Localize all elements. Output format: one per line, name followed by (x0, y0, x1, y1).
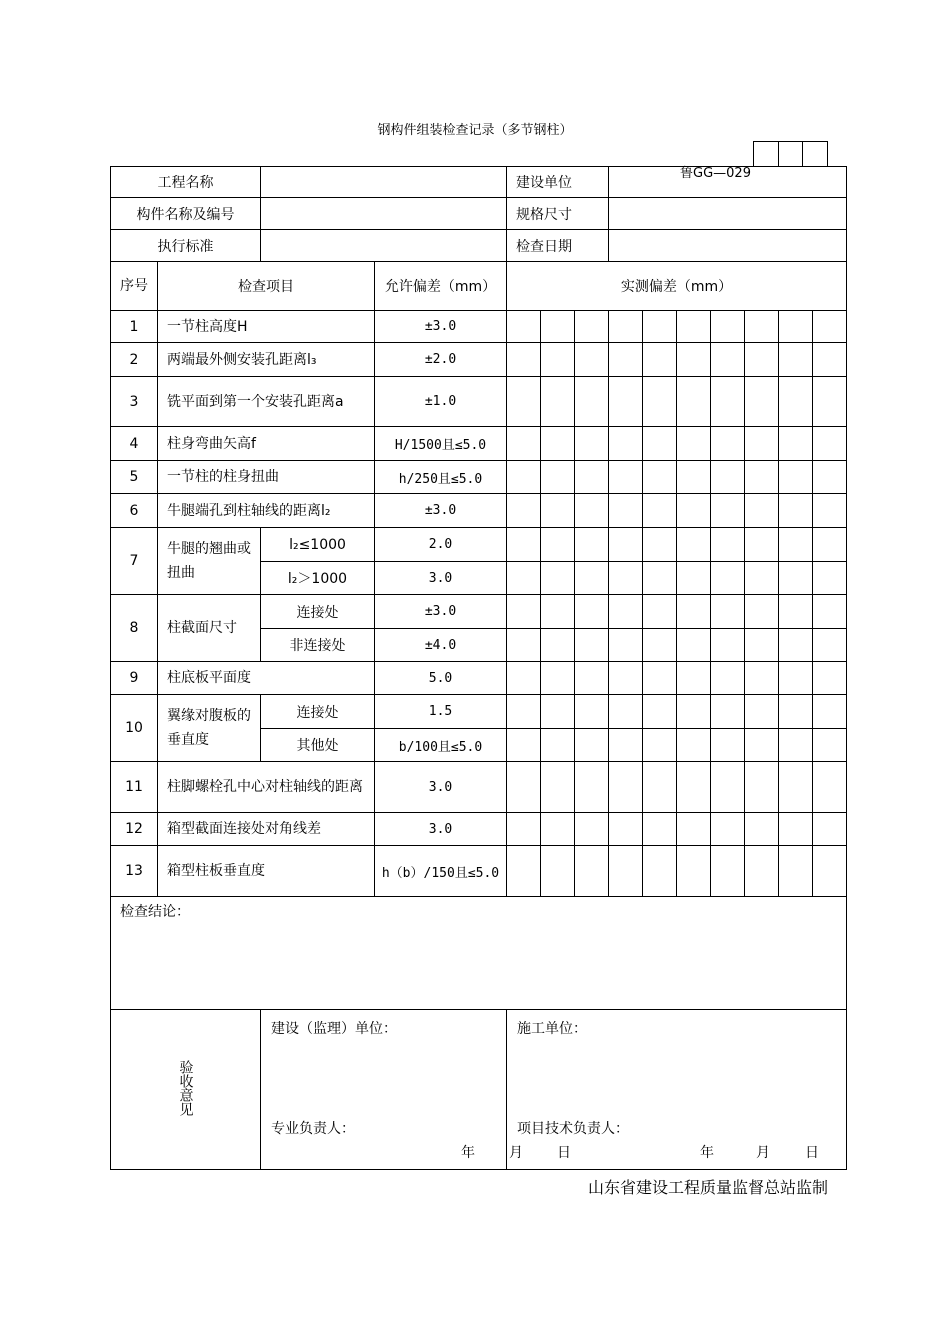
row-item: 一节柱高度H (158, 311, 375, 343)
measured-cell[interactable] (609, 377, 643, 427)
measured-cell[interactable] (609, 311, 643, 343)
measured-cell[interactable] (575, 695, 609, 729)
measured-cell[interactable] (643, 595, 677, 629)
measured-cell[interactable] (677, 311, 711, 343)
measured-cell[interactable] (609, 461, 643, 494)
acceptance-label-cell (111, 1010, 261, 1170)
supervision-unit-label: 建设（监理）单位： (271, 1021, 397, 1037)
measured-cell[interactable] (609, 562, 643, 595)
conclusion-label: 检查结论： (120, 904, 190, 920)
row-tolerance: ±3.0 (375, 494, 507, 528)
measured-cell[interactable] (813, 762, 847, 813)
measured-cell[interactable] (745, 595, 779, 629)
measured-cell[interactable] (575, 662, 609, 695)
row-number: 2 (111, 343, 158, 377)
row-tolerance: 2.0 (375, 528, 507, 562)
measured-cell[interactable] (779, 629, 813, 662)
measured-cell[interactable] (745, 311, 779, 343)
measured-cell[interactable] (609, 729, 643, 762)
measured-cell[interactable] (575, 343, 609, 377)
standard-field[interactable] (261, 230, 507, 262)
measured-cell[interactable] (609, 813, 643, 846)
measured-cell[interactable] (813, 494, 847, 528)
measured-cell[interactable] (677, 427, 711, 461)
measured-cell[interactable] (745, 494, 779, 528)
col-header-tolerance: 允许偏差（mm） (375, 262, 507, 311)
measured-cell[interactable] (541, 311, 575, 343)
conclusion-area[interactable] (111, 897, 847, 1010)
measured-cell[interactable] (507, 494, 541, 528)
project-name-label: 工程名称 (111, 167, 261, 198)
col-header-item: 检查项目 (158, 262, 375, 311)
measured-cell[interactable] (507, 695, 541, 729)
row-number: 4 (111, 427, 158, 461)
table-row (111, 762, 847, 813)
table-row (111, 813, 847, 846)
row-number: 1 (111, 311, 158, 343)
row-number: 11 (111, 762, 158, 813)
table-row (111, 311, 847, 343)
measured-cell[interactable] (677, 562, 711, 595)
row-number: 5 (111, 461, 158, 494)
measured-cell[interactable] (711, 343, 745, 377)
measured-cell[interactable] (779, 595, 813, 629)
table-row (111, 695, 847, 729)
measured-cell[interactable] (609, 343, 643, 377)
row-subitem: l₂＞1000 (261, 562, 375, 595)
measured-cell[interactable] (779, 461, 813, 494)
row-tolerance: ±3.0 (375, 311, 507, 343)
measured-cell[interactable] (677, 595, 711, 629)
measured-cell[interactable] (643, 494, 677, 528)
row-subitem: 连接处 (261, 595, 375, 629)
measured-cell[interactable] (779, 813, 813, 846)
measured-cell[interactable] (643, 846, 677, 897)
measured-cell[interactable] (813, 562, 847, 595)
table-row (111, 662, 847, 695)
measured-cell[interactable] (813, 846, 847, 897)
measured-cell[interactable] (779, 311, 813, 343)
measured-cell[interactable] (813, 813, 847, 846)
row-number: 7 (111, 528, 158, 595)
measured-cell[interactable] (745, 729, 779, 762)
row-tolerance: h/250且≤5.0 (375, 461, 507, 494)
component-label: 构件名称及编号 (111, 198, 261, 230)
row-number: 3 (111, 377, 158, 427)
measured-cell[interactable] (541, 695, 575, 729)
table-row (111, 343, 847, 377)
measured-cell[interactable] (575, 377, 609, 427)
table-row (111, 427, 847, 461)
col-header-measured: 实测偏差（mm） (507, 262, 847, 311)
measured-cell[interactable] (677, 629, 711, 662)
measured-cell[interactable] (745, 528, 779, 562)
row-tolerance: ±4.0 (375, 629, 507, 662)
measured-cell[interactable] (745, 377, 779, 427)
row-item: 柱身弯曲矢高f (158, 427, 375, 461)
measured-cell[interactable] (541, 595, 575, 629)
code-box[interactable] (754, 142, 779, 167)
measured-cell[interactable] (507, 595, 541, 629)
measured-cell[interactable] (711, 461, 745, 494)
measured-cell[interactable] (813, 528, 847, 562)
standard-label: 执行标准 (111, 230, 261, 262)
measured-cell[interactable] (779, 562, 813, 595)
measured-cell[interactable] (643, 762, 677, 813)
measured-cell[interactable] (677, 377, 711, 427)
measured-cell[interactable] (507, 377, 541, 427)
measured-cell[interactable] (575, 729, 609, 762)
measured-cell[interactable] (609, 629, 643, 662)
measured-cell[interactable] (541, 377, 575, 427)
measured-cell[interactable] (711, 662, 745, 695)
measured-cell[interactable] (575, 562, 609, 595)
row-item: 翼缘对腹板的垂直度 (158, 695, 261, 762)
date-day-label: 日 (557, 1145, 571, 1161)
row-number: 13 (111, 846, 158, 897)
row-item: 柱脚螺栓孔中心对柱轴线的距离 (158, 762, 375, 813)
measured-cell[interactable] (643, 662, 677, 695)
measured-cell[interactable] (711, 311, 745, 343)
measured-cell[interactable] (643, 629, 677, 662)
measured-cell[interactable] (643, 343, 677, 377)
row-item: 柱截面尺寸 (158, 595, 261, 662)
project-name-field[interactable] (261, 167, 507, 198)
measured-cell[interactable] (643, 813, 677, 846)
row-number: 12 (111, 813, 158, 846)
measured-cell[interactable] (677, 813, 711, 846)
measured-cell[interactable] (779, 729, 813, 762)
measured-cell[interactable] (643, 695, 677, 729)
measured-cell[interactable] (541, 494, 575, 528)
measured-cell[interactable] (745, 562, 779, 595)
measured-cell[interactable] (745, 762, 779, 813)
measured-cell[interactable] (711, 729, 745, 762)
construction-sign-area[interactable] (507, 1010, 847, 1170)
measured-cell[interactable] (677, 528, 711, 562)
measured-cell[interactable] (507, 562, 541, 595)
row-tolerance: 3.0 (375, 813, 507, 846)
row-item: 两端最外侧安装孔距离l₃ (158, 343, 375, 377)
measured-cell[interactable] (677, 461, 711, 494)
measured-cell[interactable] (507, 813, 541, 846)
measured-cell[interactable] (541, 662, 575, 695)
measured-cell[interactable] (779, 427, 813, 461)
measured-cell[interactable] (575, 461, 609, 494)
table-row (111, 494, 847, 528)
measured-cell[interactable] (507, 311, 541, 343)
row-tolerance: ±3.0 (375, 595, 507, 629)
row-subitem: l₂≤1000 (261, 528, 375, 562)
code-box[interactable] (803, 142, 828, 167)
form-code-boxes (753, 141, 828, 167)
measured-cell[interactable] (507, 846, 541, 897)
inspection-table (110, 166, 847, 1170)
date-month-label: 月 (756, 1145, 770, 1161)
measured-cell[interactable] (677, 494, 711, 528)
measured-cell[interactable] (541, 813, 575, 846)
acceptance-label: 验收意见 (177, 1059, 194, 1116)
measured-cell[interactable] (677, 729, 711, 762)
measured-cell[interactable] (575, 494, 609, 528)
table-row (111, 377, 847, 427)
measured-cell[interactable] (677, 762, 711, 813)
measured-cell[interactable] (507, 762, 541, 813)
measured-cell[interactable] (507, 461, 541, 494)
measured-cell[interactable] (779, 846, 813, 897)
row-tolerance: ±1.0 (375, 377, 507, 427)
measured-cell[interactable] (541, 343, 575, 377)
row-tolerance: ±2.0 (375, 343, 507, 377)
row-number: 6 (111, 494, 158, 528)
measured-cell[interactable] (711, 813, 745, 846)
measured-cell[interactable] (711, 377, 745, 427)
construction-unit-field[interactable] (609, 167, 847, 198)
spec-field[interactable] (609, 198, 847, 230)
row-number: 8 (111, 595, 158, 662)
measured-cell[interactable] (507, 729, 541, 762)
measured-cell[interactable] (609, 695, 643, 729)
measured-cell[interactable] (745, 846, 779, 897)
measured-cell[interactable] (677, 662, 711, 695)
row-tolerance: 3.0 (375, 762, 507, 813)
measured-cell[interactable] (711, 762, 745, 813)
measured-cell[interactable] (643, 311, 677, 343)
measured-cell[interactable] (813, 629, 847, 662)
measured-cell[interactable] (813, 343, 847, 377)
measured-cell[interactable] (677, 343, 711, 377)
table-row (111, 846, 847, 897)
row-number: 9 (111, 662, 158, 695)
row-tolerance: h（b）/150且≤5.0 (375, 846, 507, 897)
row-tolerance: 1.5 (375, 695, 507, 729)
measured-cell[interactable] (643, 562, 677, 595)
measured-cell[interactable] (609, 762, 643, 813)
measured-cell[interactable] (745, 343, 779, 377)
measured-cell[interactable] (643, 461, 677, 494)
measured-cell[interactable] (643, 528, 677, 562)
measured-cell[interactable] (745, 629, 779, 662)
measured-cell[interactable] (745, 662, 779, 695)
row-tolerance: 3.0 (375, 562, 507, 595)
measured-cell[interactable] (609, 662, 643, 695)
measured-cell[interactable] (745, 461, 779, 494)
measured-cell[interactable] (745, 813, 779, 846)
measured-cell[interactable] (711, 695, 745, 729)
measured-cell[interactable] (507, 662, 541, 695)
measured-cell[interactable] (779, 528, 813, 562)
document-title: 钢构件组装检查记录（多节钢柱） (377, 123, 573, 138)
row-item: 牛腿端孔到柱轴线的距离l₂ (158, 494, 375, 528)
measured-cell[interactable] (575, 595, 609, 629)
table-row (111, 595, 847, 629)
measured-cell[interactable] (779, 662, 813, 695)
measured-cell[interactable] (711, 427, 745, 461)
measured-cell[interactable] (813, 427, 847, 461)
measured-cell[interactable] (745, 427, 779, 461)
measured-cell[interactable] (677, 695, 711, 729)
footer-note: 山东省建设工程质量监督总站监制 (588, 1178, 829, 1197)
measured-cell[interactable] (507, 528, 541, 562)
measured-cell[interactable] (813, 377, 847, 427)
measured-cell[interactable] (541, 461, 575, 494)
row-number: 10 (111, 695, 158, 762)
component-field[interactable] (261, 198, 507, 230)
measured-cell[interactable] (541, 846, 575, 897)
measured-cell[interactable] (575, 762, 609, 813)
row-subitem: 非连接处 (261, 629, 375, 662)
form-code: 鲁GG—029 (680, 166, 751, 181)
measured-cell[interactable] (813, 595, 847, 629)
measured-cell[interactable] (643, 729, 677, 762)
construction-unit-label: 建设单位 (507, 167, 609, 198)
measured-cell[interactable] (643, 377, 677, 427)
measured-cell[interactable] (609, 528, 643, 562)
row-item: 铣平面到第一个安装孔距离a (158, 377, 375, 427)
row-item: 柱底板平面度 (158, 662, 375, 695)
measured-cell[interactable] (711, 595, 745, 629)
date-month-label: 月 (509, 1145, 523, 1161)
measured-cell[interactable] (711, 629, 745, 662)
measured-cell[interactable] (643, 427, 677, 461)
row-tolerance: b/100且≤5.0 (375, 729, 507, 762)
row-item: 牛腿的翘曲或扭曲 (158, 528, 261, 595)
measured-cell[interactable] (813, 695, 847, 729)
measured-cell[interactable] (711, 528, 745, 562)
measured-cell[interactable] (813, 311, 847, 343)
measured-cell[interactable] (507, 629, 541, 662)
measured-cell[interactable] (813, 729, 847, 762)
row-subitem: 其他处 (261, 729, 375, 762)
measured-cell[interactable] (813, 461, 847, 494)
row-tolerance: H/1500且≤5.0 (375, 427, 507, 461)
supervision-person-label: 专业负责人： (271, 1121, 355, 1137)
spec-label: 规格尺寸 (507, 198, 609, 230)
date-day-label: 日 (805, 1145, 819, 1161)
measured-cell[interactable] (507, 343, 541, 377)
measured-cell[interactable] (541, 528, 575, 562)
measured-cell[interactable] (779, 762, 813, 813)
measured-cell[interactable] (711, 562, 745, 595)
measured-cell[interactable] (541, 729, 575, 762)
measured-cell[interactable] (813, 662, 847, 695)
measured-cell[interactable] (779, 695, 813, 729)
measured-cell[interactable] (575, 311, 609, 343)
measured-cell[interactable] (677, 846, 711, 897)
date-year-label: 年 (461, 1145, 475, 1161)
measured-cell[interactable] (575, 813, 609, 846)
code-box[interactable] (778, 142, 803, 167)
measured-cell[interactable] (541, 629, 575, 662)
construction-unit-label: 施工单位： (517, 1021, 587, 1037)
row-tolerance: 5.0 (375, 662, 507, 695)
measured-cell[interactable] (609, 595, 643, 629)
table-row (111, 461, 847, 494)
measured-cell[interactable] (711, 494, 745, 528)
measured-cell[interactable] (745, 695, 779, 729)
construction-person-label: 项目技术负责人： (517, 1121, 629, 1137)
measured-cell[interactable] (541, 427, 575, 461)
row-subitem: 连接处 (261, 695, 375, 729)
measured-cell[interactable] (609, 846, 643, 897)
measured-cell[interactable] (575, 629, 609, 662)
measured-cell[interactable] (779, 343, 813, 377)
measured-cell[interactable] (541, 562, 575, 595)
col-header-seq: 序号 (111, 262, 158, 311)
row-item: 箱型柱板垂直度 (158, 846, 375, 897)
date-field[interactable] (609, 230, 847, 262)
measured-cell[interactable] (575, 528, 609, 562)
measured-cell[interactable] (541, 762, 575, 813)
row-item: 箱型截面连接处对角线差 (158, 813, 375, 846)
measured-cell[interactable] (711, 846, 745, 897)
measured-cell[interactable] (575, 427, 609, 461)
measured-cell[interactable] (779, 494, 813, 528)
row-item: 一节柱的柱身扭曲 (158, 461, 375, 494)
measured-cell[interactable] (779, 377, 813, 427)
measured-cell[interactable] (507, 427, 541, 461)
measured-cell[interactable] (575, 846, 609, 897)
date-year-label: 年 (700, 1145, 714, 1161)
date-label: 检查日期 (507, 230, 609, 262)
measured-cell[interactable] (609, 494, 643, 528)
table-row (111, 528, 847, 562)
measured-cell[interactable] (609, 427, 643, 461)
